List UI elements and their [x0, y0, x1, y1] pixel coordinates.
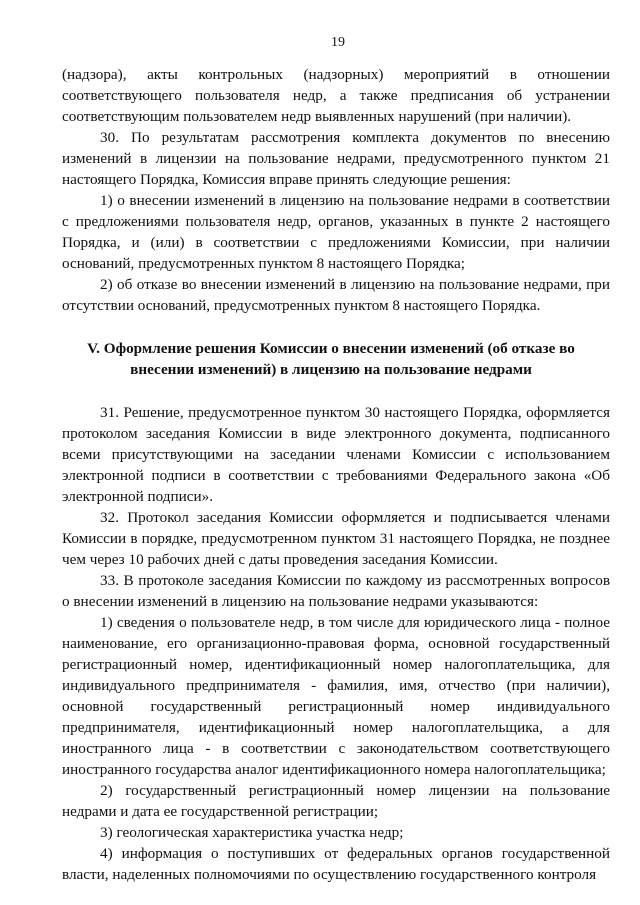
paragraph-item-33-3: 3) геологическая характеристика участка недр; — [100, 824, 404, 841]
page-number: 19 — [331, 35, 345, 50]
paragraph-item-30-1: 1) о внесении изменений в лицензию на пользование недрами в соответствии с предложениями пользователя недр, органов, указанных в пункте 2 настоящего Порядка, и (или) в соответствии с предложениями Комиссии, при наличии оснований, предусмотренных пунктом 8 настоящего Порядка; — [62, 192, 610, 272]
paragraph-item-33-1: 1) сведения о пользователе недр, в том числе для юридического лица - полное наименование, его организационно-правовая форма, основной государственный регистрационный номер, идентификационный номер налогоплательщика, для индивидуального предпринимателя - фамилия, имя, отчество (при наличии), основной государственный регистрационный номер индивидуального предпринимателя, идентификационный номер налогоплательщика, а для иностранного лица - в соответствии с законодательством соответствующего иностранного государства аналог идентификационного номера налогоплательщика; — [62, 614, 610, 778]
paragraph-item-33-2: 2) государственный регистрационный номер лицензии на пользование недрами и дата ее государственной регистрации; — [62, 782, 610, 820]
paragraph-item-30-2: 2) об отказе во внесении изменений в лицензию на пользование недрами, при отсутствии оснований, предусмотренных пунктом 8 настоящего Порядка. — [62, 276, 610, 314]
section-heading-line-1: V. Оформление решения Комиссии о внесении изменений (об отказе во — [87, 340, 575, 357]
paragraph-item-32: 32. Протокол заседания Комиссии оформляется и подписывается членами Комиссии в порядке, предусмотренном пунктом 31 настоящего Порядка, не позднее чем через 10 рабочих дней с даты проведения заседания Комиссии. — [62, 509, 610, 568]
paragraph-item-30: 30. По результатам рассмотрения комплекта документов по внесению изменений в лицензии на пользование недрами, предусмотренного пунктом 21 настоящего Порядка, Комиссия вправе принять следующие решения: — [62, 129, 610, 188]
section-heading — [62, 338, 600, 380]
paragraph-item-33: 33. В протоколе заседания Комиссии по каждому из рассмотренных вопросов о внесении изменений в лицензию на пользование недрами указываются: — [62, 572, 610, 610]
paragraph-item-33-4: 4) информация о поступивших от федеральных органов государственной власти, наделенных полномочиями по осуществлению государственного контроля — [62, 845, 610, 883]
paragraph-continuation: (надзора), акты контрольных (надзорных) мероприятий в отношении соответствующего пользователя недр, а также предписания об устранении соответствующим пользователем недр выявленных нарушений (при наличии). — [62, 66, 610, 125]
section-heading-line-2: внесении изменений) в лицензию на пользование недрами — [130, 361, 532, 378]
paragraph-item-31: 31. Решение, предусмотренное пунктом 30 настоящего Порядка, оформляется протоколом заседания Комиссии в виде электронного документа, подписанного всеми присутствующими на заседании членами Комиссии с использованием электронной подписи в соответствии с требованиями Федерального закона «Об электронной подписи». — [62, 404, 610, 505]
